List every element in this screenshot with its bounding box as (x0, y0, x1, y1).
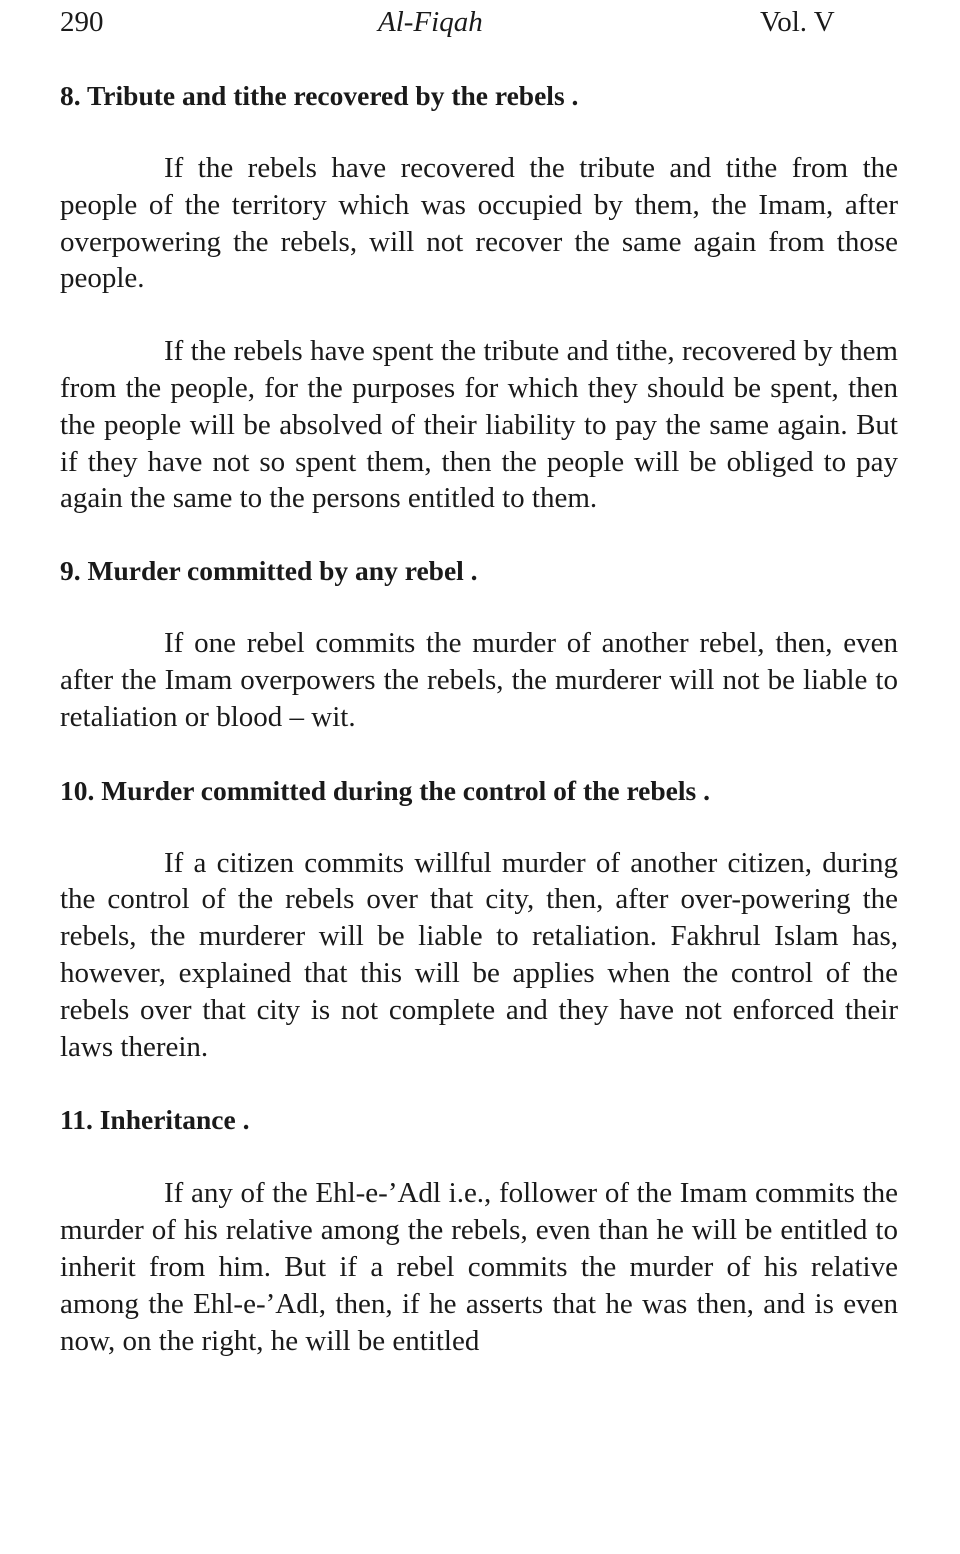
section-heading-10: 10. Murder committed during the control of the rebels . (60, 774, 710, 806)
section-heading-8: 8. Tribute and tithe recovered by the rebels . (60, 80, 579, 111)
section-10-paragraph-1: If a citizen commits willful murder of another citizen, during the control of the rebels over that city, then, after over-powering the rebels, the murderer will be liable to retaliation. Fakhrul Islam has, however, explained that this will be applies when the control of the rebels over that city is not complete and they have not enforced their laws therein. (60, 846, 898, 1063)
section-heading-11: 11. Inheritance . (60, 1104, 250, 1136)
running-head (60, 0, 898, 50)
section-heading-9: 9. Murder committed by any rebel . (60, 555, 478, 587)
volume-label: Vol. V (760, 6, 835, 38)
section-8-paragraph-2: If the rebels have spent the tribute and tithe, recovered by them from the people, for the purposes for which they should be spent, then the people will be absolved of their liability to pay the same again. But if they have not so spent them, then the people will be obliged to pay again the same to the persons entitled to them. (60, 335, 898, 515)
section-8-paragraph-1: If the rebels have recovered the tribute and tithe from the people of the territory which was occupied by them, the Imam, after overpowering the rebels, will not recover the same again from those people. (60, 152, 898, 295)
document-page (60, 0, 898, 1359)
section-9-paragraph-1: If one rebel commits the murder of another rebel, then, even after the Imam overpowers the rebels, the murderer will not be liable to retaliation or blood – wit. (60, 627, 898, 733)
page-number: 290 (60, 6, 104, 38)
book-title: Al-Fiqah (378, 6, 483, 38)
section-11-paragraph-1: If any of the Ehl-e-’Adl i.e., follower of the Imam commits the murder of his relative among the rebels, even than he will be entitled to inherit from him. But if a rebel commits the murder of his relative among the Ehl-e-’Adl, then, if he asserts that he was then, and is even now, on the right, he will be entitled (60, 1177, 898, 1357)
